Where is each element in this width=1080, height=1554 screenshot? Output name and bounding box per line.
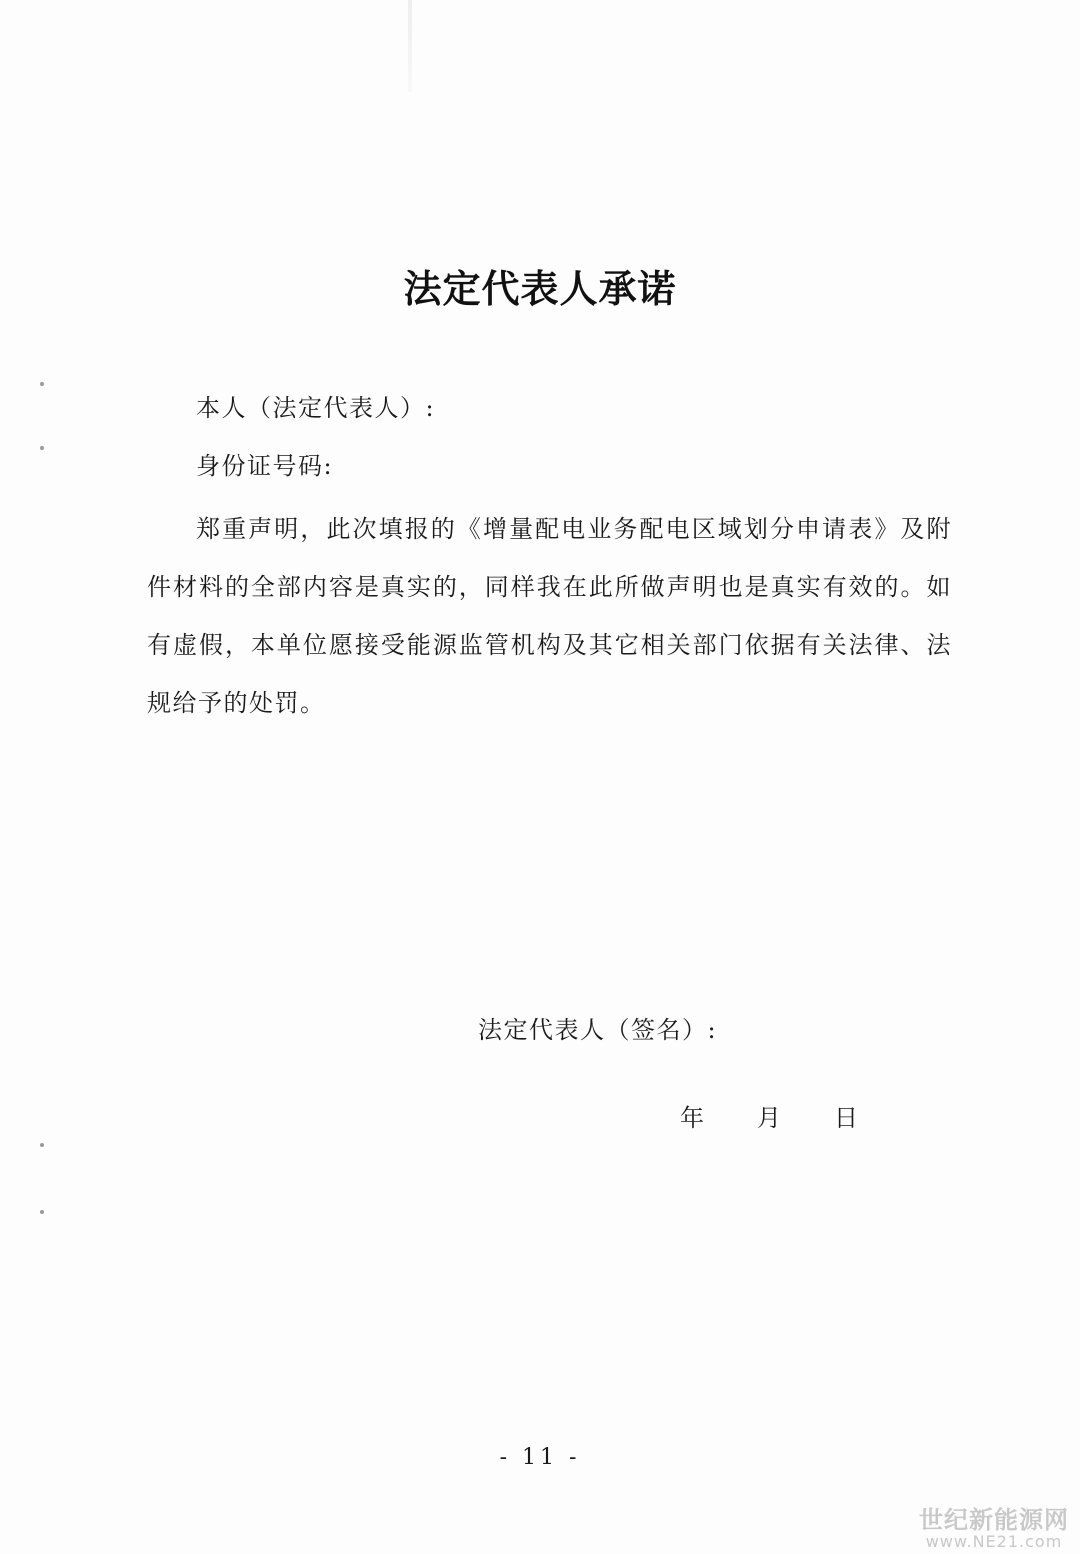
id-number-label: 身份证号码: <box>196 452 334 480</box>
watermark-url: www.NE21.com <box>925 1532 1063 1551</box>
date-day-label: 日 <box>834 1104 858 1132</box>
scan-dot <box>40 446 44 450</box>
statement-paragraph: 郑重声明，此次填报的《增量配电业务配电区域划分申请表》及附件材料的全部内容是真实的，同样我在此所做声明也是真实有效的。如有虚假，本单位愿接受能源监管机构及其它相关部门依据有关法律、法规给予的处罚。 <box>147 515 952 717</box>
date-line <box>680 1098 858 1133</box>
scan-dot <box>40 382 44 386</box>
signature-label: 法定代表人（签名）: <box>478 1016 718 1044</box>
page-number: - 11 - <box>499 1445 581 1470</box>
watermark-logo <box>914 1508 1074 1550</box>
scan-artifact <box>408 0 412 92</box>
date-month-label: 月 <box>757 1104 781 1132</box>
date-year-label: 年 <box>680 1104 704 1132</box>
scan-dot <box>40 1210 44 1214</box>
scan-dot <box>40 1143 44 1147</box>
legal-representative-name-label: 本人（法定代表人）: <box>196 394 436 422</box>
document-title: 法定代表人承诺 <box>403 267 677 311</box>
watermark-text: 世纪新能源网 <box>919 1506 1069 1534</box>
